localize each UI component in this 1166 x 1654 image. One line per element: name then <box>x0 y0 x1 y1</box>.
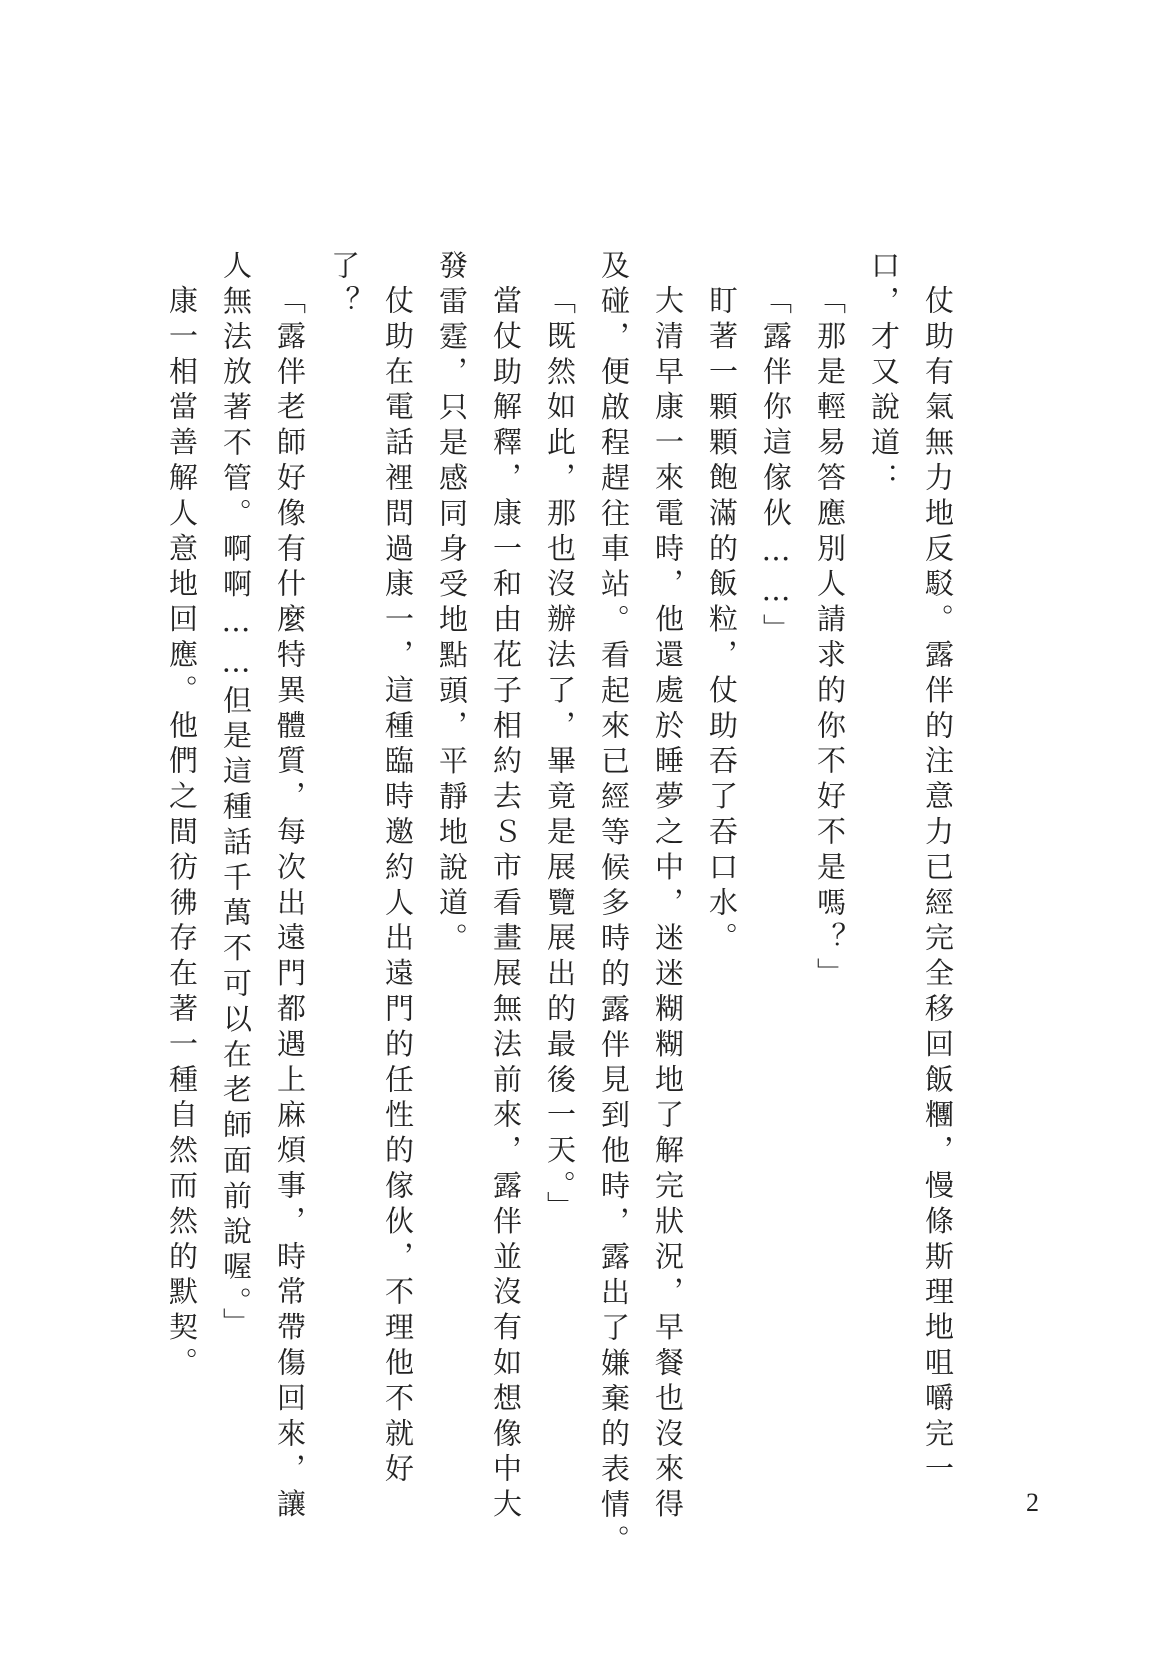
text-column-15: 康一相當善解人意地回應。他們之間彷彿存在著一種自然而然的默契。 <box>165 285 199 1383</box>
page-number: 2 <box>1026 1488 1039 1517</box>
text-column-14: 人無法放著不管。啊啊……但是這種話千萬不可以在老師面前說喔。」 <box>219 250 253 1343</box>
text-column-3: 「那是輕易答應別人請求的你不好不是嗎？」 <box>813 285 847 993</box>
text-column-6: 大清早康一來電時，他還處於睡夢之中，迷迷糊糊地了解完狀況，早餐也沒來得 <box>651 285 685 1524</box>
text-column-12: 了？ <box>327 250 361 321</box>
text-column-9: 當仗助解釋，康一和由花子相約去Ｓ市看畫展無法前來，露伴並沒有如想像中大 <box>489 285 523 1524</box>
text-column-1: 仗助有氣無力地反駁。露伴的注意力已經完全移回飯糰，慢條斯理地咀嚼完一 <box>921 285 955 1489</box>
text-column-7: 及碰，便啟程趕往車站。看起來已經等候多時的露伴見到他時，露出了嫌棄的表情。 <box>597 250 631 1560</box>
text-column-2: 口，才又說道： <box>867 250 901 498</box>
text-column-10: 發雷霆，只是感同身受地點頭，平靜地說道。 <box>435 250 469 958</box>
text-column-13: 「露伴老師好像有什麼特異體質，每次出遠門都遇上麻煩事，時常帶傷回來，讓 <box>273 285 307 1524</box>
text-column-5: 盯著一顆顆飽滿的飯粒，仗助吞了吞口水。 <box>705 285 739 958</box>
text-column-4: 「露伴你這傢伙……」 <box>759 285 793 649</box>
text-column-8: 「既然如此，那也沒辦法了，畢竟是展覽展出的最後一天。」 <box>543 285 577 1227</box>
text-column-11: 仗助在電話裡問過康一，這種臨時邀約人出遠門的任性的傢伙，不理他不就好 <box>381 285 415 1489</box>
